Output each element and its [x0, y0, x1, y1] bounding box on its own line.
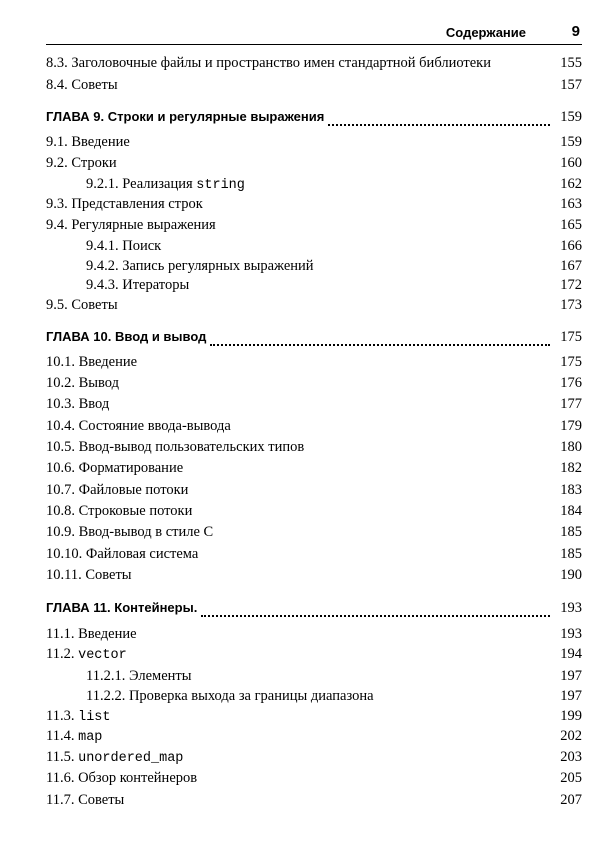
entry-title	[46, 749, 183, 766]
page-number: 159	[560, 134, 582, 150]
toc-entry-row	[46, 728, 582, 748]
toc-entry-row	[46, 277, 582, 297]
page-number: 203	[560, 749, 582, 765]
entry-title-text: 8.3. Заголовочные файлы и пространство имен стандартной библиотеки	[46, 55, 491, 71]
page-number: 197	[560, 668, 582, 684]
entry-title	[46, 524, 213, 541]
toc-entry-row	[46, 439, 582, 459]
entry-title	[46, 460, 183, 477]
entry-title-text: 9.4.1. Поиск	[86, 238, 162, 254]
entry-title	[46, 439, 304, 456]
toc-entry-row	[46, 176, 582, 196]
toc-entry-row	[46, 646, 582, 666]
entry-title-text: ГЛАВА 10. Ввод и вывод	[46, 329, 207, 344]
entry-title	[46, 176, 245, 193]
entry-title-text: 11.2.	[46, 646, 79, 662]
code-identifier: vector	[78, 648, 127, 663]
entry-title	[46, 770, 197, 787]
entry-title-text: 9.3. Представления строк	[46, 196, 203, 212]
toc-entry-row	[46, 217, 582, 237]
entry-title	[46, 196, 203, 213]
page-header	[46, 22, 582, 42]
page-number: 167	[560, 258, 582, 274]
entry-title-text: 10.11. Советы	[46, 567, 132, 583]
header-page-number: 9	[571, 23, 580, 40]
entry-title-text: ГЛАВА 9. Строки и регулярные выражения	[46, 109, 325, 124]
entry-title-text: 10.5. Ввод-вывод пользовательских типов	[46, 439, 305, 455]
page-number: 193	[560, 600, 582, 616]
entry-title-text: ГЛАВА 11. Контейнеры.	[46, 600, 198, 615]
entry-title	[46, 396, 109, 413]
toc-entry-row	[46, 354, 582, 374]
entry-title	[46, 277, 189, 294]
entry-title	[46, 482, 188, 499]
entry-title-text: 10.8. Строковые потоки	[46, 503, 193, 519]
entry-title	[46, 503, 192, 520]
entry-title	[46, 258, 314, 275]
entry-title	[46, 646, 127, 663]
entry-title	[46, 567, 132, 584]
entry-title-text: 11.4.	[46, 728, 79, 744]
toc-entry-row	[46, 567, 582, 587]
page-number: 184	[560, 503, 582, 519]
toc-entry-row	[46, 688, 582, 708]
entry-title-text: 11.6. Обзор контейнеров	[46, 770, 198, 786]
page-number: 162	[560, 176, 582, 192]
toc-entry-row	[46, 77, 582, 97]
page-number: 166	[560, 238, 582, 254]
entry-title-text: 11.7. Советы	[46, 792, 125, 808]
toc-entry-row	[46, 503, 582, 523]
entry-title-text: 9.4. Регулярные выражения	[46, 217, 216, 233]
page-number: 185	[560, 524, 582, 540]
toc-entry-row	[46, 482, 582, 502]
toc-chapter-row	[46, 109, 582, 129]
toc-entry-row	[46, 196, 582, 216]
entry-title	[46, 155, 117, 172]
page-number: 175	[560, 329, 582, 345]
entry-title	[46, 626, 137, 643]
page-number: 190	[560, 567, 582, 583]
page-number: 193	[560, 626, 582, 642]
entry-title-text: 9.2.1. Реализация	[86, 176, 197, 192]
page-number: 165	[560, 217, 582, 233]
toc-entry-row	[46, 792, 582, 812]
dot-leader	[328, 124, 550, 126]
entry-title	[46, 77, 118, 94]
toc-entry-row	[46, 55, 582, 75]
toc-entry-row	[46, 749, 582, 769]
entry-title	[46, 792, 124, 809]
entry-title-text: 11.2.2. Проверка выхода за границы диапазона	[86, 688, 374, 704]
entry-title	[46, 418, 231, 435]
page-number: 177	[560, 396, 582, 412]
toc-entry-row	[46, 297, 582, 317]
page-number: 199	[560, 708, 582, 724]
toc-entry-row	[46, 460, 582, 480]
toc-entry-row	[46, 134, 582, 154]
header-rule	[46, 44, 582, 45]
page-number: 159	[560, 109, 582, 125]
entry-title-text: 11.2.1. Элементы	[86, 668, 192, 684]
toc-entry-row	[46, 546, 582, 566]
entry-title-text: 10.3. Ввод	[46, 396, 110, 412]
entry-title-text: 10.7. Файловые потоки	[46, 482, 189, 498]
toc-entry-row	[46, 258, 582, 278]
entry-title-text: 10.9. Ввод-вывод в стиле C	[46, 524, 214, 540]
dot-leader	[201, 615, 550, 617]
page-number: 205	[560, 770, 582, 786]
page-number: 207	[560, 792, 582, 808]
page-number: 185	[560, 546, 582, 562]
page-number: 173	[560, 297, 582, 313]
entry-title-text: 9.2. Строки	[46, 155, 117, 171]
entry-title-text: 10.1. Введение	[46, 354, 138, 370]
entry-title	[46, 55, 491, 72]
chapter-title	[46, 109, 324, 124]
entry-title-text: 11.1. Введение	[46, 626, 137, 642]
entry-title	[46, 134, 130, 151]
toc-entry-row	[46, 375, 582, 395]
page-number: 175	[560, 354, 582, 370]
dot-leader	[210, 344, 550, 346]
entry-title-text: 9.5. Советы	[46, 297, 118, 313]
page-number: 194	[560, 646, 582, 662]
toc-entry-row	[46, 668, 582, 688]
toc-entry-row	[46, 524, 582, 544]
entry-title-text: 10.4. Состояние ввода-вывода	[46, 418, 231, 434]
page-number: 180	[560, 439, 582, 455]
page-number: 157	[560, 77, 582, 93]
chapter-title	[46, 600, 197, 615]
entry-title-text: 10.2. Вывод	[46, 375, 119, 391]
entry-title	[46, 217, 216, 234]
toc-chapter-row	[46, 329, 582, 349]
code-identifier: list	[78, 710, 111, 725]
page-number: 176	[560, 375, 582, 391]
code-identifier: unordered_map	[78, 751, 184, 766]
header-title: Содержание	[445, 25, 526, 40]
page-number: 183	[560, 482, 582, 498]
page-number: 182	[560, 460, 582, 476]
entry-title-text: 11.5.	[46, 749, 79, 765]
page-number: 155	[560, 55, 582, 71]
toc-entry-row	[46, 418, 582, 438]
entry-title-text: 8.4. Советы	[46, 77, 118, 93]
toc-chapter-row	[46, 600, 582, 620]
page-number: 163	[560, 196, 582, 212]
entry-title-text: 9.4.3. Итераторы	[86, 277, 190, 293]
code-identifier: map	[78, 730, 103, 745]
toc-entry-row	[46, 155, 582, 175]
toc-entry-row	[46, 770, 582, 790]
toc-entry-row	[46, 238, 582, 258]
page-number: 202	[560, 728, 582, 744]
page-number: 160	[560, 155, 582, 171]
entry-title	[46, 668, 191, 685]
entry-title	[46, 728, 102, 745]
entry-title-text: 9.1. Введение	[46, 134, 130, 150]
toc-entry-row	[46, 708, 582, 728]
entry-title	[46, 297, 118, 314]
page-number: 172	[560, 277, 582, 293]
entry-title-text: 9.4.2. Запись регулярных выражений	[86, 258, 314, 274]
entry-title-text: 11.3.	[46, 708, 79, 724]
entry-title	[46, 238, 161, 255]
page-number: 179	[560, 418, 582, 434]
entry-title	[46, 708, 111, 725]
entry-title	[46, 688, 374, 705]
entry-title-text: 10.6. Форматирование	[46, 460, 184, 476]
entry-title-text: 10.10. Файловая система	[46, 546, 199, 562]
entry-title	[46, 546, 198, 563]
toc-entry-row	[46, 396, 582, 416]
chapter-title	[46, 329, 206, 344]
entry-title	[46, 375, 119, 392]
toc-entry-row	[46, 626, 582, 646]
entry-title	[46, 354, 137, 371]
code-identifier: string	[196, 178, 245, 193]
page-number: 197	[560, 688, 582, 704]
